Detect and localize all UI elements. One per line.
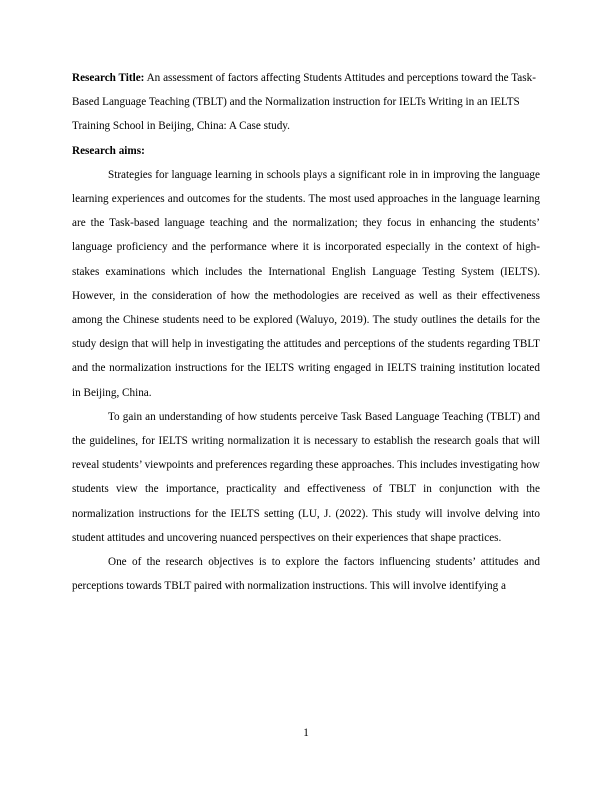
paragraph-1: Strategies for language learning in schools plays a significant role in in improving the language learning experiences and outcomes for the students. The most used approaches in the language learning are the Task-based language teaching and the normalization; they focus in enhancing the students’ language proficiency and the performance where it is incorporated especially in the context of high-stakes examinations which includes the International English Language Testing System (IELTS). However, in the consideration of how the methodologies are received as well as their effectiveness among the Chinese students need to be explored (Waluyo, 2019). The study outlines the details for the study design that will help in investigating the attitudes and perceptions of the students regarding TBLT and the normalization instructions for the IELTS writing engaged in IELTS training institution located in Beijing, China. — [72, 168, 540, 399]
research-title — [72, 66, 540, 139]
paragraph-2: To gain an understanding of how students perceive Task Based Language Teaching (TBLT) and the guidelines, for IELTS writing normalization it is necessary to establish the research goals that will reveal students’ viewpoints and preferences regarding these approaches. This includes investigating how students view the importance, practicality and effectiveness of TBLT in conjunction with the normalization instructions for the IELTS setting (LU, J. (2022). This study will involve delving into student attitudes and uncovering nuanced perspectives on their experiences that shape practices. — [72, 410, 540, 544]
research-title-label: Research Title: — [72, 72, 145, 84]
document-page — [72, 66, 540, 598]
research-aims-heading: Research aims: — [72, 144, 145, 157]
paragraph-3: One of the research objectives is to explore the factors influencing students’ attitudes and perceptions towards TBLT paired with normalization instructions. This will involve identifying a — [72, 556, 540, 593]
page-number: 1 — [303, 727, 309, 739]
research-title-text: An assessment of factors affecting Students Attitudes and perceptions toward the Task-Based Language Teaching (TBLT) and the Normalization instruction for IELTs Writing in an IELTS Training School in Beijing, China: A Case study. — [72, 72, 536, 133]
